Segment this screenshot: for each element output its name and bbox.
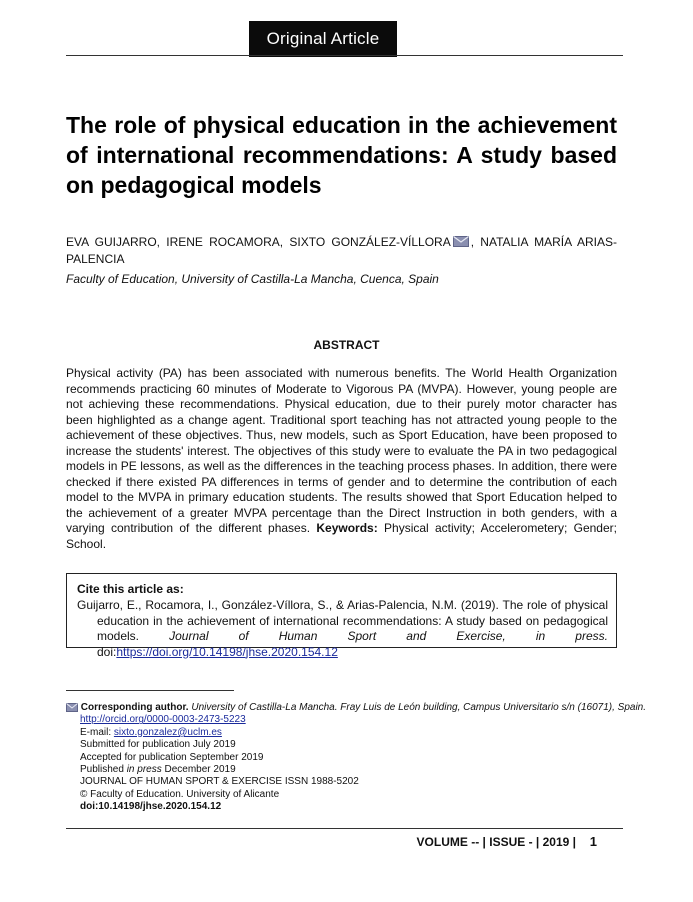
abstract-heading: ABSTRACT [313, 338, 380, 352]
citation-text [77, 598, 608, 660]
article-title: The role of physical education in the achievement of international recommendations: A study based on pedagogical models [66, 112, 617, 198]
doi-line [66, 801, 626, 813]
corresponding-author-line [66, 702, 647, 714]
submitted-line: Submitted for publication July 2019 [80, 739, 236, 751]
citation-box [66, 573, 617, 659]
footer-rule [66, 828, 623, 829]
article-type-label: Original Article [249, 21, 397, 57]
copyright-line: © Faculty of Education. University of Alicante [80, 788, 280, 800]
citation-doi-link[interactable]: https://doi.org/10.14198/jhse.2020.154.12 [116, 644, 338, 659]
journal-issn-line: JOURNAL OF HUMAN SPORT & EXERCISE ISSN 1988-5202 [80, 776, 359, 788]
affiliation: Faculty of Education, University of Castilla-La Mancha, Cuenca, Spain [66, 272, 439, 286]
citation-journal: Journal of Human Sport and Exercise, in press. [169, 629, 608, 643]
published-date: December 2019 [161, 764, 236, 776]
citation-heading: Cite this article as: [77, 582, 184, 596]
keywords: Physical activity; Accelerometery; Gender; School. [66, 521, 617, 551]
published-line [66, 764, 626, 776]
citation-doi-label: doi: [97, 644, 117, 659]
envelope-icon [66, 702, 78, 713]
abstract-body [66, 366, 617, 552]
accepted-line: Accepted for publication September 2019 [80, 751, 264, 763]
footnote-doi: doi:10.14198/jhse.2020.154.12 [80, 801, 222, 813]
author-names-rest: , NATALIA MARÍA ARIAS-PALENCIA [66, 235, 617, 266]
corresponding-address: University of Castilla-La Mancha. Fray Luis de León building, Campus Universitario s/n (16071), Spain. [188, 702, 647, 713]
email-line [66, 727, 626, 739]
header-rule [66, 55, 623, 56]
footnote [66, 702, 647, 814]
abstract-text: Physical activity (PA) has been associated with numerous benefits. The World Health Organization recommends practicing 60 minutes of Moderate to Vigorous PA (MVPA). However, young people are not achieving these recommendations. Physical education, due to their purely motor character has been highlighted as a change agent. Traditional sport teaching has not attracted young people to the achievement of these objectives. Thus, new models, such as Sport Education, have been proposed to increase the students' interest. The objectives of this study were to evaluate the PA in two pedagogical models in PE lessons, as well as the differences in the teaching process phases. In addition, there were checked if there existed PA differences in terms of gender and to determine the contribution of each model to the MVPA in primary education students. The results showed that Sport Education helped to the achievement of a greater MVPA percentage than the Direct Instruction in both genders, with a varying contribution of the different phases. [66, 366, 617, 535]
envelope-icon[interactable] [453, 235, 469, 251]
published-status: in press [126, 764, 162, 776]
author-names: EVA GUIJARRO, IRENE ROCAMORA, SIXTO GONZÁLEZ-VÍLLORA [66, 235, 451, 249]
citation-reference: Guijarro, E., Rocamora, I., González-Víllora, S., & Arias-Palencia, N.M. (2019). The role of physical education in the achievement of international recommendations: A study based on pedagogical models. [77, 598, 608, 643]
page-number: 1 [589, 834, 597, 849]
orcid-line [66, 714, 626, 726]
footnote-rule [66, 690, 234, 691]
email-link[interactable]: sixto.gonzalez@uclm.es [113, 726, 222, 738]
published-prefix: Published [80, 764, 127, 776]
email-label: E-mail: [80, 726, 114, 738]
page-footer [0, 835, 693, 851]
keywords-label: Keywords: [316, 521, 378, 535]
author-list [66, 234, 617, 267]
orcid-link[interactable]: http://orcid.org/0000-0003-2473-5223 [80, 714, 246, 726]
corresponding-label: Corresponding author. [80, 702, 189, 713]
volume-info: VOLUME -- | ISSUE - | 2019 | [416, 835, 576, 849]
